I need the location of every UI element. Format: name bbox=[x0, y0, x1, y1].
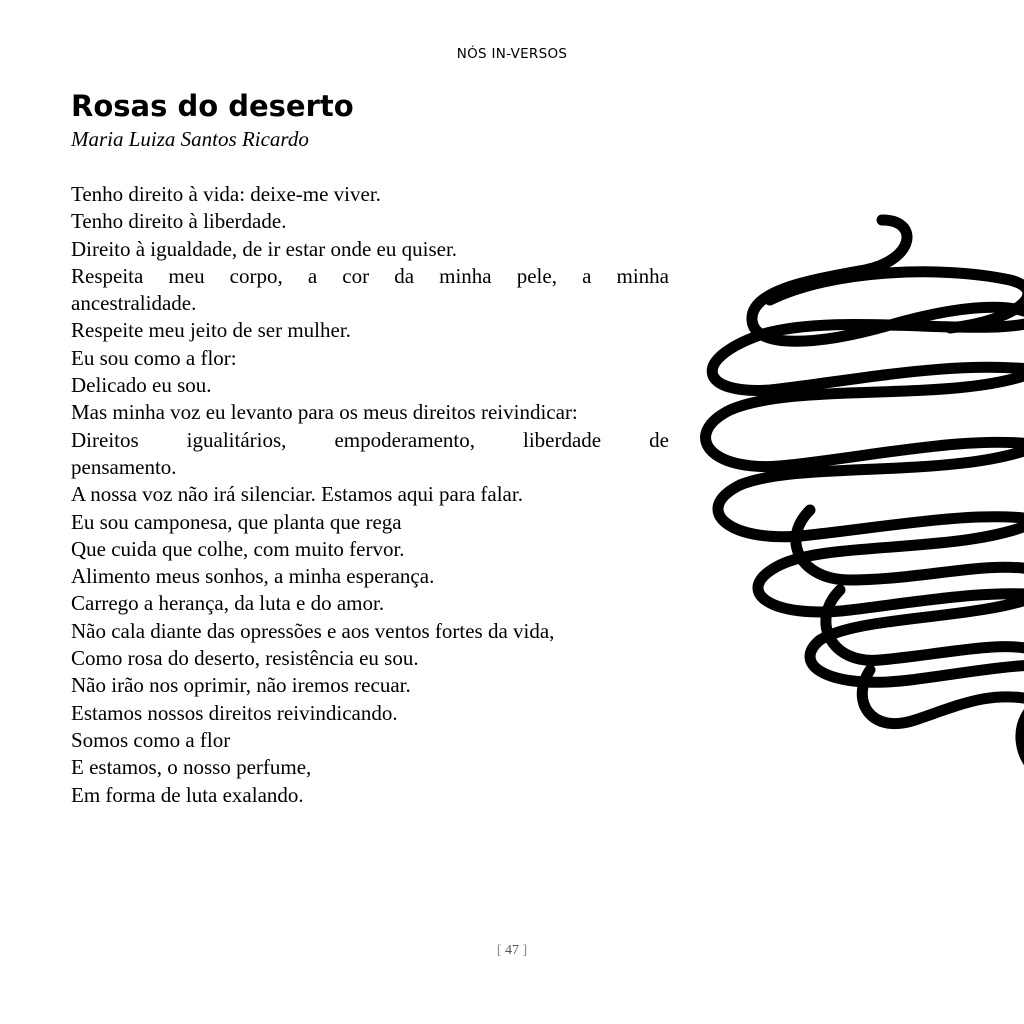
poem-line: Tenho direito à liberdade. bbox=[71, 209, 287, 234]
page-number-bracket-close: ] bbox=[522, 943, 528, 958]
poem-line: pensamento. bbox=[71, 454, 177, 479]
page-number-bracket-open: [ bbox=[496, 943, 502, 958]
poem-line: Direito à igualdade, de ir estar onde eu quiser. bbox=[71, 236, 458, 261]
poem-line: Somos como a flor bbox=[71, 727, 231, 752]
poem-line: Eu sou camponesa, que planta que rega bbox=[71, 509, 402, 534]
poem-line: Respeita meu corpo, a cor da minha pele, a minha bbox=[71, 263, 669, 288]
poem-line: Que cuida que colhe, com muito fervor. bbox=[71, 536, 405, 561]
poem-line: A nossa voz não irá silenciar. Estamos aqui para falar. bbox=[71, 482, 523, 507]
page-number-value: 47 bbox=[505, 943, 519, 958]
poem-line: Respeite meu jeito de ser mulher. bbox=[71, 318, 351, 343]
poem-line: Não irão nos oprimir, não iremos recuar. bbox=[71, 673, 411, 698]
poem-line: Direitos igualitários, empoderamento, liberdade de bbox=[71, 427, 669, 452]
poem-line: Estamos nossos direitos reivindicando. bbox=[71, 700, 398, 725]
swirl-ornament-icon bbox=[690, 210, 1024, 770]
poem-line: Como rosa do deserto, resistência eu sou. bbox=[71, 646, 419, 671]
poem-line: E estamos, o nosso perfume, bbox=[71, 755, 312, 780]
poem-line: Tenho direito à vida: deixe-me viver. bbox=[71, 182, 381, 206]
poem-line: Delicado eu sou. bbox=[71, 373, 212, 398]
running-header: NÓS IN-VERSOS bbox=[456, 46, 568, 62]
poem-line: Não cala diante das opressões e aos ventos fortes da vida, bbox=[71, 618, 555, 643]
poem-line: Mas minha voz eu levanto para os meus direitos reivindicar: bbox=[71, 400, 578, 425]
poem-line: Eu sou como a flor: bbox=[71, 345, 237, 370]
poem-line: ancestralidade. bbox=[71, 291, 197, 316]
poem-author: Maria Luiza Santos Ricardo bbox=[71, 127, 309, 151]
poem-line: Em forma de luta exalando. bbox=[71, 782, 304, 807]
poem-line: Carrego a herança, da luta e do amor. bbox=[71, 591, 385, 616]
poem-body bbox=[71, 181, 669, 809]
poem-title: Rosas do deserto bbox=[71, 89, 354, 123]
poem-line: Alimento meus sonhos, a minha esperança. bbox=[71, 564, 435, 589]
page-number bbox=[0, 943, 1024, 959]
